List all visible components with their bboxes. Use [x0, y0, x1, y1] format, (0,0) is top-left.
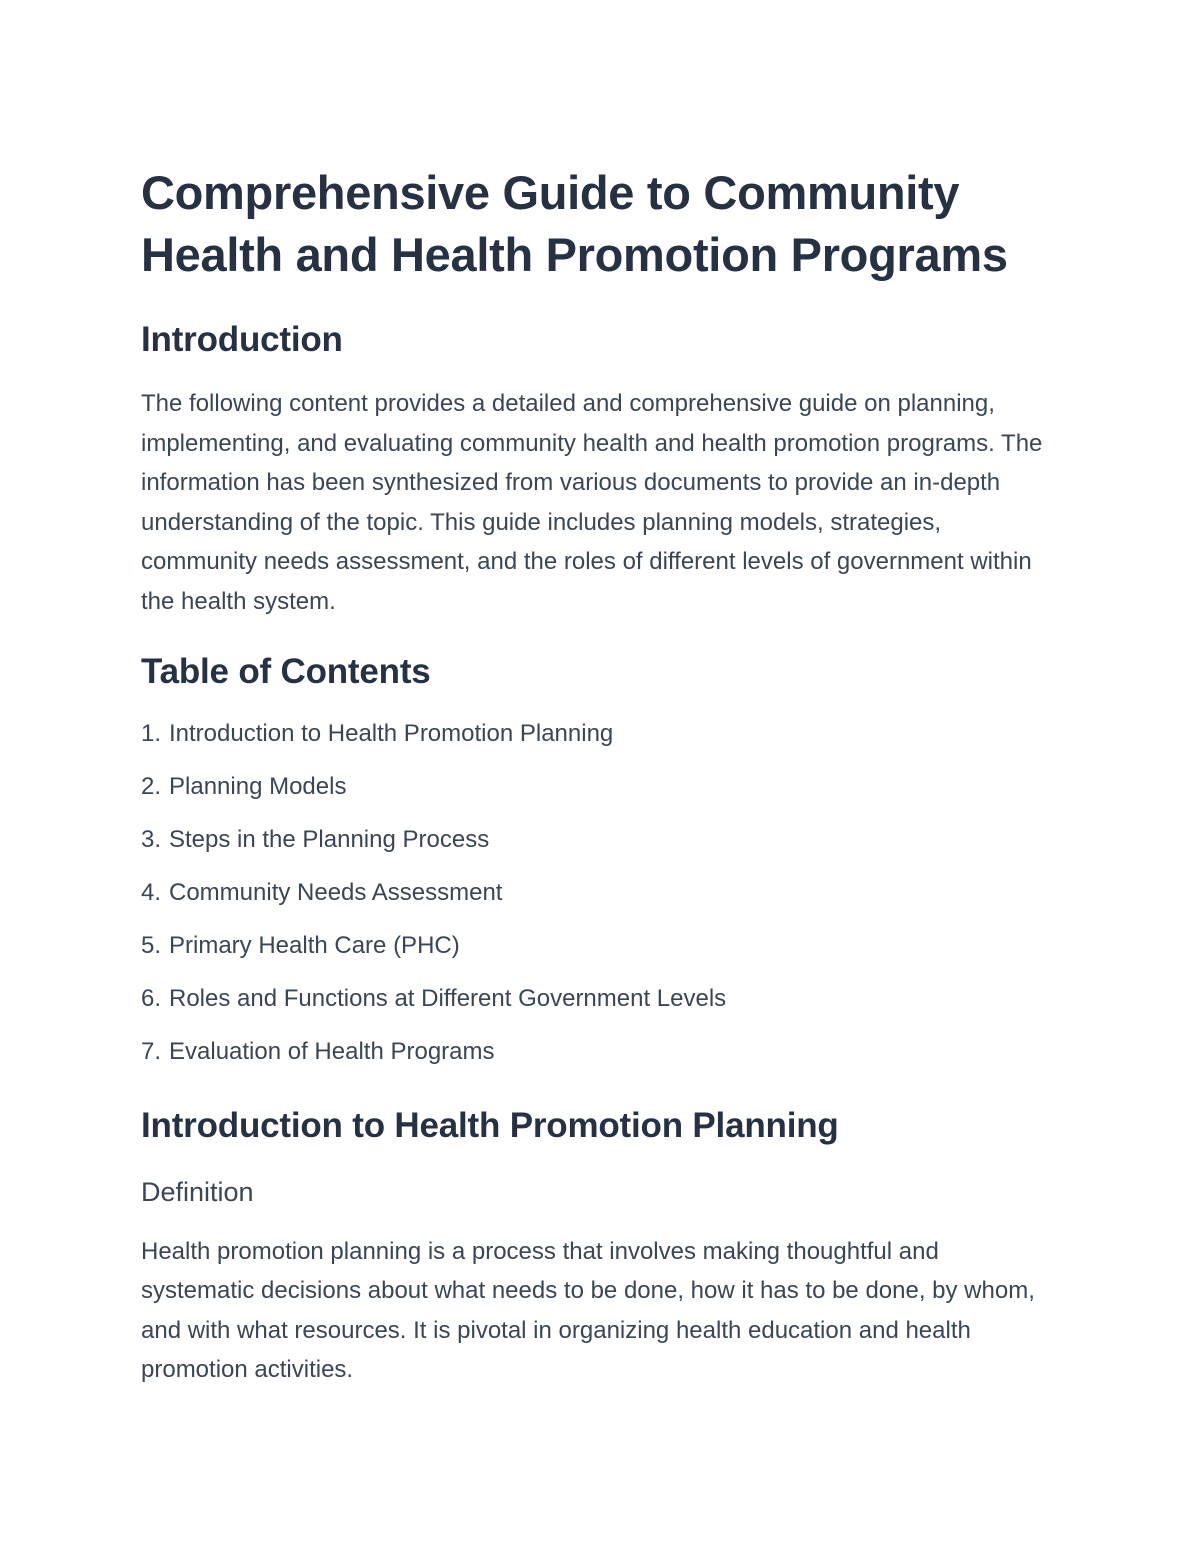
- toc-item: [141, 1036, 1051, 1068]
- toc-heading: Table of Contents: [141, 651, 431, 691]
- introduction-heading: Introduction: [141, 320, 343, 359]
- toc-item-label: Evaluation of Health Programs: [169, 1037, 495, 1065]
- toc-item-label: Community Needs Assessment: [169, 878, 503, 906]
- toc-item-number: 7.: [141, 1037, 162, 1065]
- toc-item: [141, 983, 1051, 1015]
- document-page: [141, 162, 1051, 1390]
- definition-subheading: Definition: [141, 1176, 254, 1207]
- toc-list: [141, 718, 1051, 1068]
- toc-item: [141, 824, 1051, 856]
- toc-item-label: Introduction to Health Promotion Planning: [169, 719, 614, 747]
- toc-item: [141, 930, 1051, 962]
- toc-item-number: 5.: [141, 931, 162, 959]
- toc-item-label: Roles and Functions at Different Government Levels: [169, 984, 727, 1012]
- toc-item-label: Steps in the Planning Process: [169, 825, 490, 853]
- toc-item-number: 3.: [141, 825, 162, 853]
- introduction-paragraph: The following content provides a detailed and comprehensive guide on planning, implementing, and evaluating community health and health promotion programs. The information has been synthesized from various documents to provide an in-depth understanding of the topic. This guide includes planning models, strategies, community needs assessment, and the roles of different levels of government within the health system.: [141, 390, 1043, 615]
- toc-item-number: 1.: [141, 719, 162, 747]
- toc-item-number: 2.: [141, 772, 162, 800]
- definition-paragraph: Health promotion planning is a process that involves making thoughtful and systematic decisions about what needs to be done, how it has to be done, by whom, and with what resources. It is pivotal in organizing health education and health promotion activities.: [141, 1237, 1035, 1384]
- toc-item-number: 4.: [141, 878, 162, 906]
- section-heading: Introduction to Health Promotion Planning: [141, 1105, 839, 1145]
- toc-item-label: Primary Health Care (PHC): [169, 931, 460, 959]
- document-title: Comprehensive Guide to Community Health and Health Promotion Programs: [141, 166, 1008, 281]
- toc-item: [141, 718, 1051, 750]
- toc-item: [141, 771, 1051, 803]
- toc-item-label: Planning Models: [169, 772, 347, 800]
- toc-item-number: 6.: [141, 984, 162, 1012]
- toc-item: [141, 877, 1051, 909]
